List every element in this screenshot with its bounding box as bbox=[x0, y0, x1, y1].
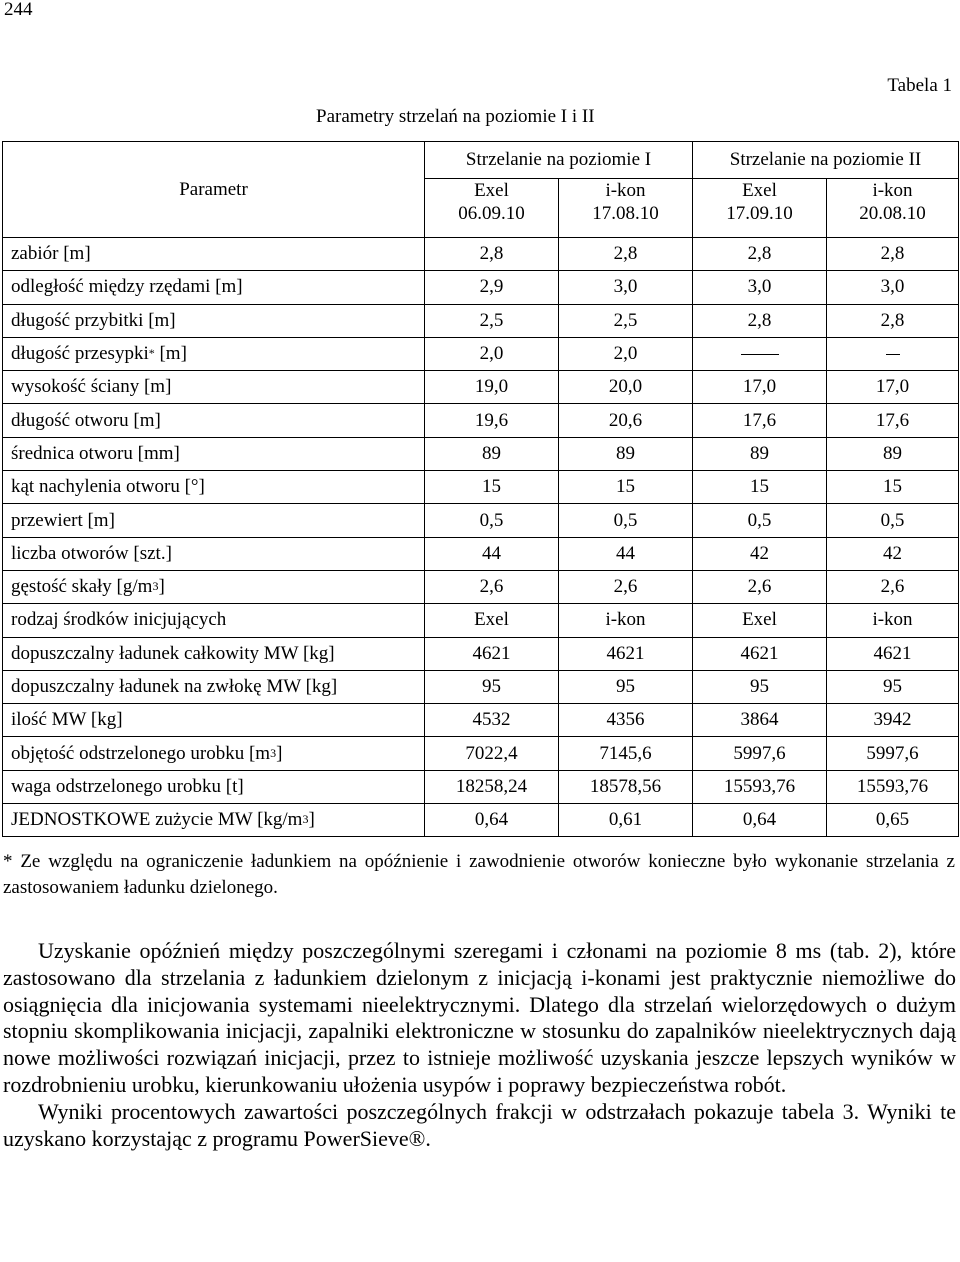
table-cell: 0,5 bbox=[425, 504, 559, 537]
parameter-unit: ] bbox=[158, 576, 165, 598]
parameter-name: dopuszczalny ładunek całkowity MW [kg] bbox=[3, 637, 425, 670]
superscript: 3 bbox=[152, 579, 159, 594]
table-cell: 0,61 bbox=[559, 804, 693, 837]
parameter-column-header: Parametr bbox=[3, 142, 425, 238]
superscript: 3 bbox=[302, 812, 309, 827]
footnote-marker: * bbox=[148, 346, 155, 361]
table-cell: 19,0 bbox=[425, 371, 559, 404]
table-cell: 42 bbox=[827, 537, 959, 570]
table-row bbox=[3, 337, 959, 370]
parameter-name-text: długość przesypki bbox=[11, 343, 149, 365]
table-cell: i-kon bbox=[827, 604, 959, 637]
table-cell: 15 bbox=[693, 471, 827, 504]
table-cell: 15593,76 bbox=[827, 770, 959, 803]
parameter-name: waga odstrzelonego urobku [t] bbox=[3, 770, 425, 803]
table-cell: 0,5 bbox=[559, 504, 693, 537]
column-date: 20.08.10 bbox=[859, 203, 926, 224]
table-cell: 89 bbox=[559, 437, 693, 470]
column-method: Exel bbox=[474, 180, 509, 201]
parameter-name bbox=[3, 804, 425, 837]
table-row bbox=[3, 604, 959, 637]
table-row bbox=[3, 471, 959, 504]
table-cell: 95 bbox=[827, 670, 959, 703]
table-cell: 18578,56 bbox=[559, 770, 693, 803]
parameter-name: kąt nachylenia otworu [°] bbox=[3, 471, 425, 504]
table-cell: 19,6 bbox=[425, 404, 559, 437]
table-cell: 15593,76 bbox=[693, 770, 827, 803]
table-row bbox=[3, 504, 959, 537]
table-row bbox=[3, 670, 959, 703]
column-header bbox=[425, 179, 559, 238]
table-cell: 2,8 bbox=[693, 304, 827, 337]
table-cell bbox=[693, 337, 827, 370]
table-cell: 2,8 bbox=[425, 238, 559, 271]
table-cell: Exel bbox=[693, 604, 827, 637]
table-cell: 2,6 bbox=[425, 570, 559, 603]
table-cell: 44 bbox=[425, 537, 559, 570]
table-cell: 3864 bbox=[693, 704, 827, 737]
table-cell: 3,0 bbox=[693, 271, 827, 304]
table-cell: 0,5 bbox=[693, 504, 827, 537]
parameter-name bbox=[3, 337, 425, 370]
table-cell: 2,5 bbox=[559, 304, 693, 337]
parameter-name-text: objętość odstrzelonego urobku [m bbox=[11, 742, 271, 764]
table-row bbox=[3, 304, 959, 337]
column-header bbox=[559, 179, 693, 238]
table-row bbox=[3, 238, 959, 271]
table-footnote: * Ze względu na ograniczenie ładunkiem na opóźnienie i zawodnienie otworów konieczne było wykonanie strzelania z zastosowaniem ładunku dzielonego. bbox=[3, 851, 955, 898]
table-cell: 7145,6 bbox=[559, 737, 693, 770]
table-cell: 95 bbox=[425, 670, 559, 703]
table-cell: 5997,6 bbox=[827, 737, 959, 770]
table-row bbox=[3, 704, 959, 737]
table-cell: 20,0 bbox=[559, 371, 693, 404]
table-cell: 2,5 bbox=[425, 304, 559, 337]
column-date: 06.09.10 bbox=[458, 203, 525, 224]
parameter-name-text: JEDNOSTKOWE zużycie MW [kg/m bbox=[11, 809, 303, 831]
table-row bbox=[3, 404, 959, 437]
parameter-name bbox=[3, 737, 425, 770]
parameter-name: ilość MW [kg] bbox=[3, 704, 425, 737]
table-row bbox=[3, 804, 959, 837]
parameter-name: wysokość ściany [m] bbox=[3, 371, 425, 404]
table-cell: 2,6 bbox=[559, 570, 693, 603]
table-cell: 0,64 bbox=[693, 804, 827, 837]
parameter-name: średnica otworu [mm] bbox=[3, 437, 425, 470]
column-method: i-kon bbox=[605, 180, 646, 201]
table-cell: 95 bbox=[693, 670, 827, 703]
table-cell: 7022,4 bbox=[425, 737, 559, 770]
body-text bbox=[3, 938, 956, 1152]
table-cell: 4621 bbox=[827, 637, 959, 670]
table-cell: 4621 bbox=[693, 637, 827, 670]
table-cell: 18258,24 bbox=[425, 770, 559, 803]
table-row bbox=[3, 537, 959, 570]
table-row bbox=[3, 271, 959, 304]
table-header-row bbox=[3, 142, 959, 179]
parameter-name-text: gęstość skały [g/m bbox=[11, 576, 153, 598]
parameter-name: liczba otworów [szt.] bbox=[3, 537, 425, 570]
paragraph: Uzyskanie opóźnień między poszczególnymi szeregami i członami na poziomie 8 ms (tab. 2), które zastosowano dla strzelania z ładunkiem dzielonym z inicjacją i-konami jest praktycznie niemożliwe do osiągnięcia dla inicjowania systemami nieelektrycznymi. Dlatego dla strzelań wielorzędowych o dużym stopniu skomplikowania inicjacji, zapalniki elektroniczne w stosunku do zapalników nieelektrycznych dają nowe możliwości rozwiązań inicjacji, przez to istnieje możliwość uzyskania jeszcze lepszych wyników w rozdrobnieniu urobku, kierunkowaniu ułożenia usypów i poprawy bezpieczeństwa robót. bbox=[3, 938, 956, 1097]
column-method: Exel bbox=[742, 180, 777, 201]
short-dash bbox=[886, 354, 900, 355]
table-row bbox=[3, 371, 959, 404]
parameter-name: zabiór [m] bbox=[3, 238, 425, 271]
table-cell: 3,0 bbox=[559, 271, 693, 304]
parameter-name: rodzaj środków inicjujących bbox=[3, 604, 425, 637]
level-2-header: Strzelanie na poziomie II bbox=[693, 142, 959, 179]
table-cell: 20,6 bbox=[559, 404, 693, 437]
table-cell: 2,0 bbox=[559, 337, 693, 370]
parameter-name: długość przybitki [m] bbox=[3, 304, 425, 337]
page-number: 244 bbox=[4, 0, 33, 20]
paragraph: Wyniki procentowych zawartości poszczególnych frakcji w odstrzałach pokazuje tabela 3. Wyniki te uzyskano korzystając z programu PowerSieve®. bbox=[3, 1098, 956, 1151]
table-cell: 2,8 bbox=[693, 238, 827, 271]
table-cell: 3,0 bbox=[827, 271, 959, 304]
parameter-name: długość otworu [m] bbox=[3, 404, 425, 437]
table-cell: 5997,6 bbox=[693, 737, 827, 770]
table-cell: 15 bbox=[425, 471, 559, 504]
parameter-unit: ] bbox=[276, 742, 283, 764]
table-cell: 0,5 bbox=[827, 504, 959, 537]
parameter-unit: ] bbox=[308, 809, 315, 831]
table-cell bbox=[827, 337, 959, 370]
parameter-name: przewiert [m] bbox=[3, 504, 425, 537]
table-cell: 2,0 bbox=[425, 337, 559, 370]
table-cell: 2,8 bbox=[559, 238, 693, 271]
parameter-name bbox=[3, 570, 425, 603]
table-row bbox=[3, 770, 959, 803]
table-label: Tabela 1 bbox=[887, 75, 952, 96]
table-cell: 44 bbox=[559, 537, 693, 570]
table-cell: 4621 bbox=[425, 637, 559, 670]
parameter-name: odległość między rzędami [m] bbox=[3, 271, 425, 304]
table-row bbox=[3, 637, 959, 670]
column-date: 17.09.10 bbox=[726, 203, 793, 224]
table-cell: 17,0 bbox=[827, 371, 959, 404]
table-cell: 89 bbox=[693, 437, 827, 470]
table-cell: 42 bbox=[693, 537, 827, 570]
table-row bbox=[3, 437, 959, 470]
column-method: i-kon bbox=[872, 180, 913, 201]
table-cell: i-kon bbox=[559, 604, 693, 637]
column-header bbox=[827, 179, 959, 238]
table-cell: 15 bbox=[559, 471, 693, 504]
column-date: 17.08.10 bbox=[592, 203, 659, 224]
table-cell: 2,8 bbox=[827, 238, 959, 271]
table-cell: Exel bbox=[425, 604, 559, 637]
table-cell: 17,0 bbox=[693, 371, 827, 404]
table-cell: 2,9 bbox=[425, 271, 559, 304]
table-cell: 4532 bbox=[425, 704, 559, 737]
table-cell: 3942 bbox=[827, 704, 959, 737]
table-cell: 89 bbox=[827, 437, 959, 470]
table-cell: 17,6 bbox=[693, 404, 827, 437]
column-header bbox=[693, 179, 827, 238]
parameter-unit: [m] bbox=[154, 343, 187, 365]
table-cell: 0,65 bbox=[827, 804, 959, 837]
table-cell: 2,8 bbox=[827, 304, 959, 337]
table-row bbox=[3, 737, 959, 770]
table-cell: 4356 bbox=[559, 704, 693, 737]
table-cell: 2,6 bbox=[693, 570, 827, 603]
table-cell: 4621 bbox=[559, 637, 693, 670]
parameters-table bbox=[2, 141, 959, 837]
parameter-name: dopuszczalny ładunek na zwłokę MW [kg] bbox=[3, 670, 425, 703]
table-cell: 0,64 bbox=[425, 804, 559, 837]
table-cell: 17,6 bbox=[827, 404, 959, 437]
table-cell: 2,6 bbox=[827, 570, 959, 603]
level-1-header: Strzelanie na poziomie I bbox=[425, 142, 693, 179]
long-dash bbox=[741, 354, 779, 355]
superscript: 3 bbox=[270, 745, 277, 760]
table-cell: 89 bbox=[425, 437, 559, 470]
table-row bbox=[3, 570, 959, 603]
table-cell: 15 bbox=[827, 471, 959, 504]
table-title: Parametry strzelań na poziomie I i II bbox=[316, 106, 595, 127]
table-cell: 95 bbox=[559, 670, 693, 703]
